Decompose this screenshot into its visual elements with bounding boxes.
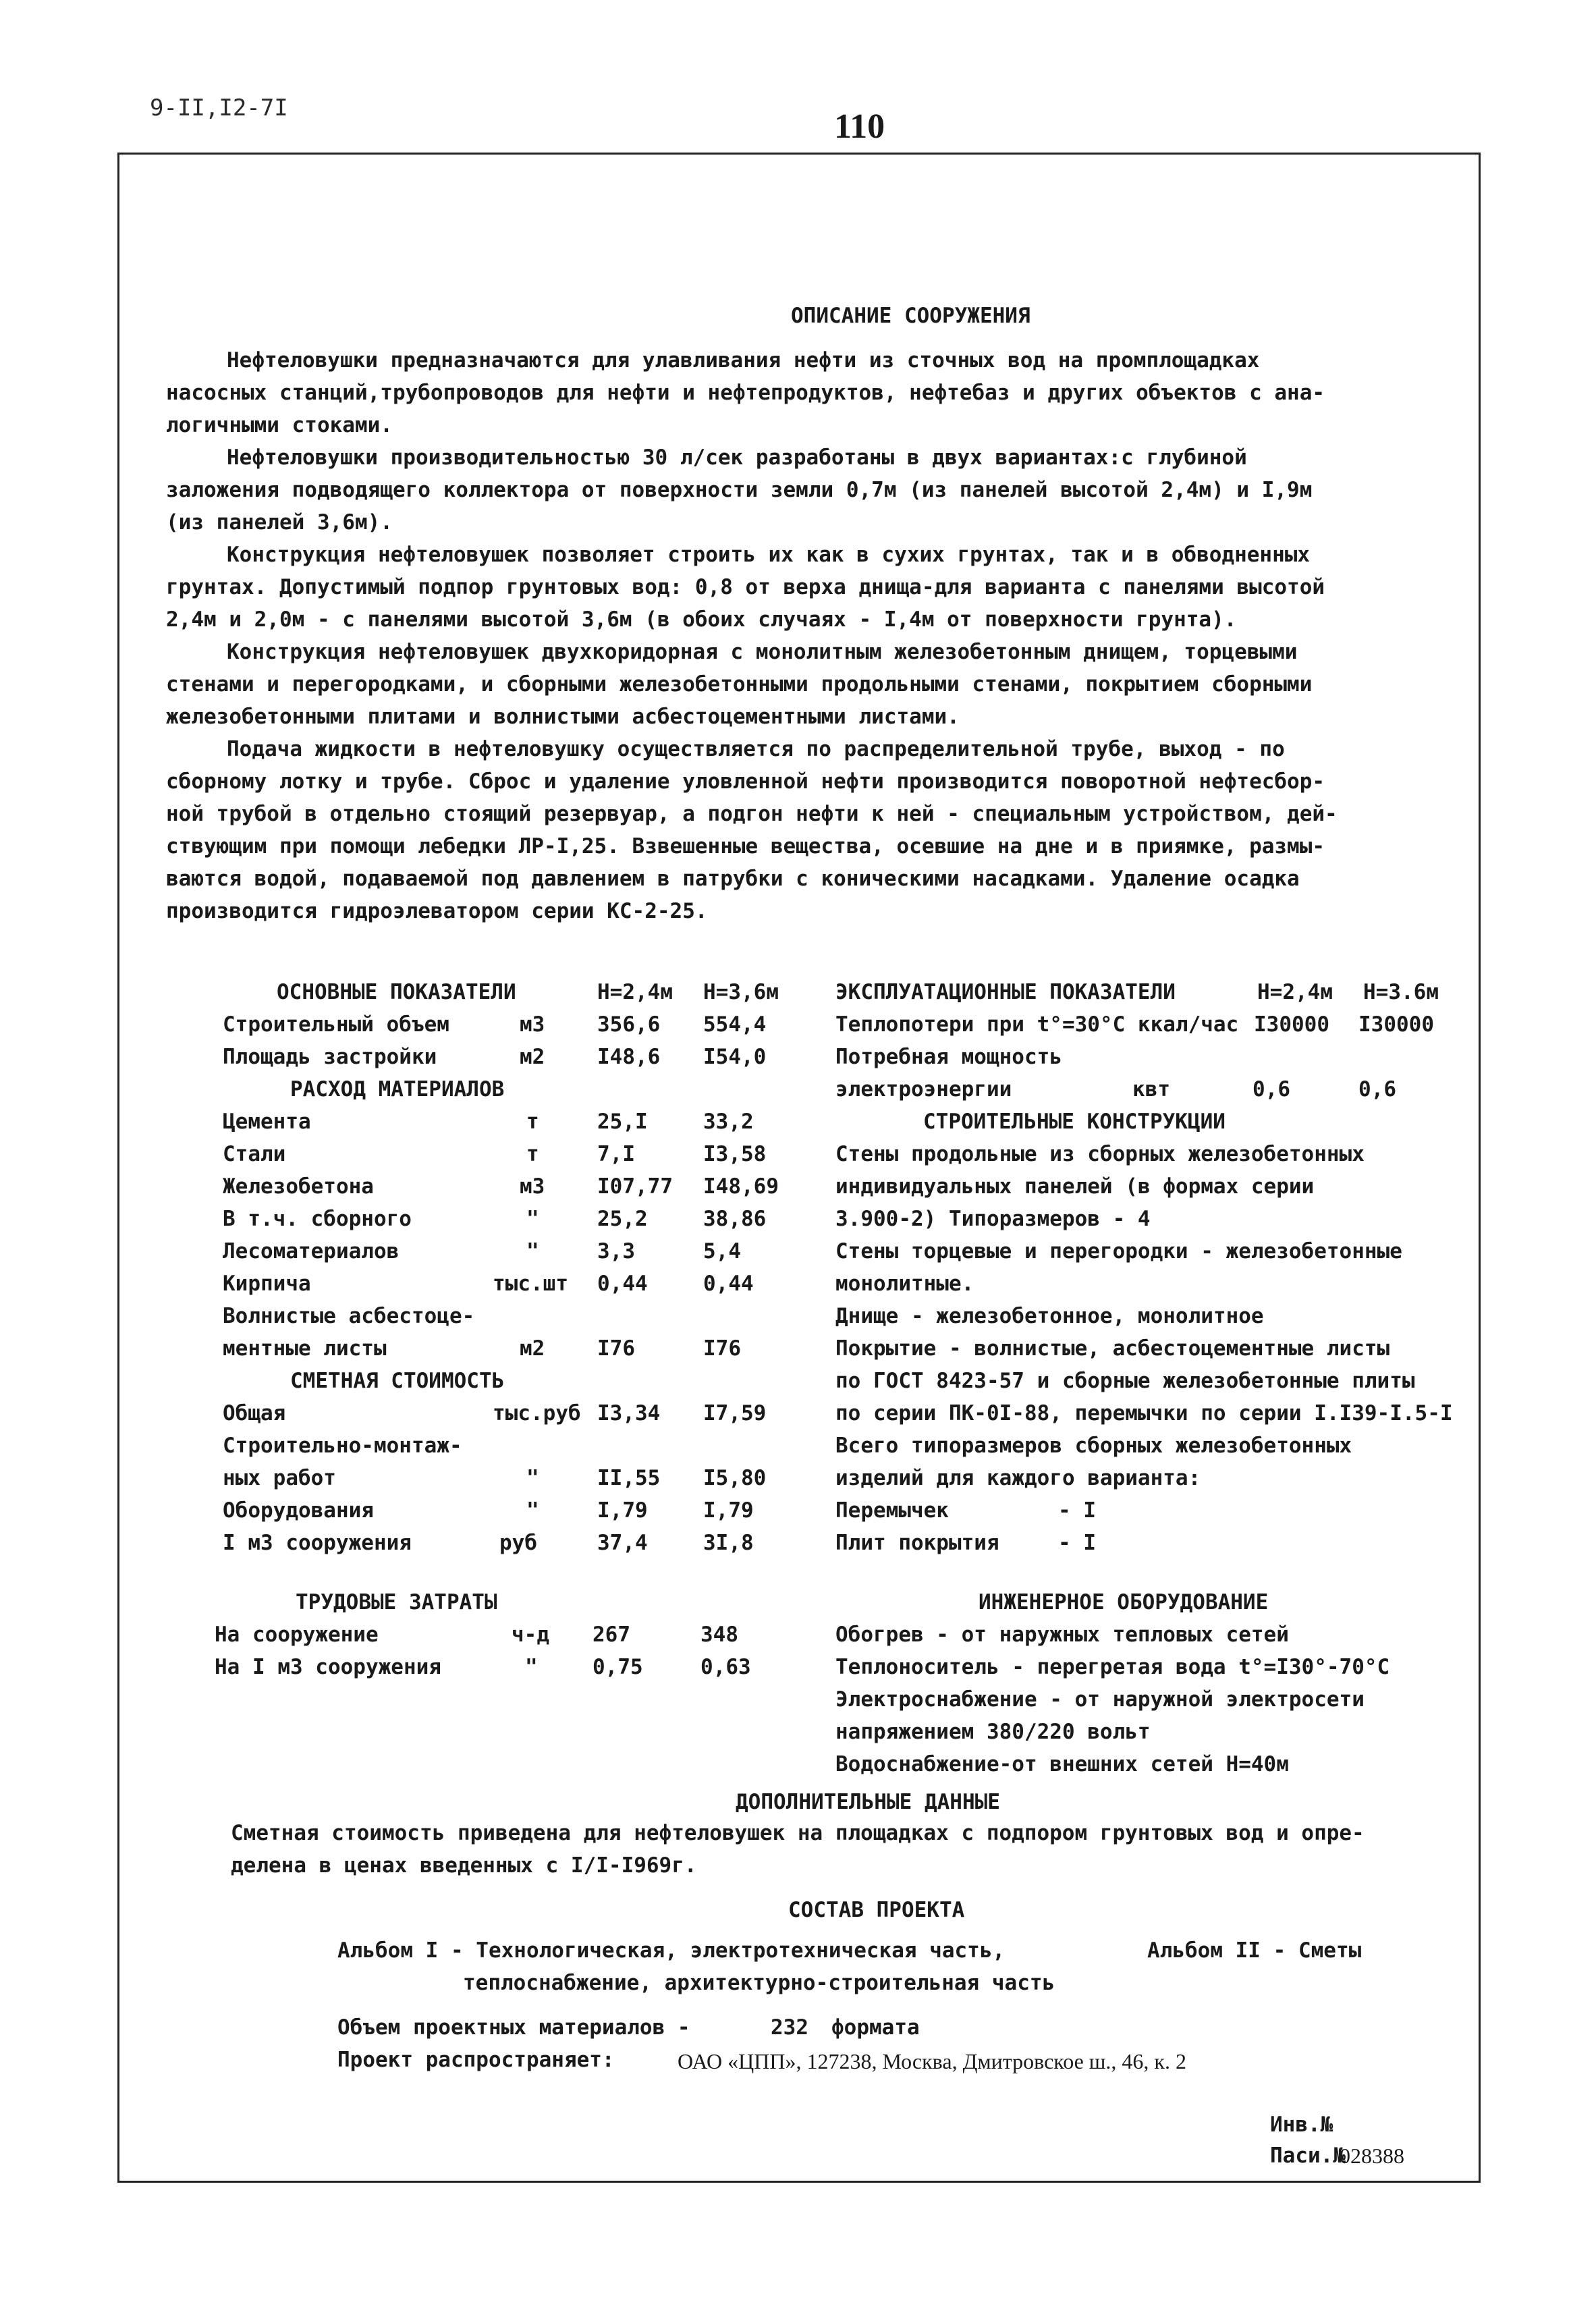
engineering-line: [835, 1623, 1463, 1655]
labor-table: [215, 1590, 808, 1687]
row-label: Стали: [223, 1142, 286, 1166]
materials-heading-row: [223, 1077, 817, 1110]
structure-text: Всего типоразмеров сборных железобетонных: [835, 1434, 1352, 1458]
row-value-h1: I,79: [597, 1498, 648, 1523]
row-label: На I м3 сооружения: [215, 1655, 441, 1679]
row-value-h1: 37,4: [597, 1531, 648, 1555]
passport-label: Паси.№: [1270, 2144, 1346, 2168]
structure-text: индивидуальных панелей (в формах серии: [835, 1174, 1315, 1199]
additional-title: ДОПОЛНИТЕЛЬНЫЕ ДАННЫЕ: [736, 1790, 1000, 1814]
structure-line: [835, 1401, 1463, 1434]
row-value-h2: I54,0: [703, 1045, 767, 1069]
row-value-h2: 554,4: [703, 1012, 767, 1037]
description-line: грунтах. Допустимый подпор грунтовых вод: 0,8 от верха днища-для варианта с панелями высотой: [166, 575, 1325, 599]
structure-line: [835, 1498, 1463, 1531]
row-unit: руб: [499, 1531, 537, 1555]
engineering-line: [835, 1687, 1463, 1720]
row-unit: ": [526, 1466, 539, 1490]
additional-text: [231, 1817, 1365, 1882]
row-value-h1: 267: [593, 1623, 630, 1647]
row-value-h1: 3,3: [597, 1239, 635, 1263]
heat-loss-value-h2: I30000: [1358, 1012, 1434, 1037]
row-value-h1: 25,2: [597, 1207, 648, 1231]
labor-title: ТРУДОВЫЕ ЗАТРАТЫ: [296, 1590, 497, 1614]
row-unit: м2: [520, 1045, 545, 1069]
engineering-line: [835, 1655, 1463, 1687]
description-line: насосных станций,трубопроводов для нефти и нефтепродуктов, нефтебаз и других объектов с ана-: [166, 381, 1325, 405]
row-value-h1: I76: [597, 1336, 635, 1361]
cost-heading-row: [223, 1369, 817, 1401]
table-row: [223, 1110, 817, 1142]
slabs-value: - I: [1058, 1531, 1096, 1555]
distributor-label: Проект распространяет:: [337, 2048, 615, 2072]
operational-title: ЭКСПЛУАТАЦИОННЫЕ ПОКАЗАТЕЛИ: [835, 980, 1176, 1004]
engineering-line: [835, 1752, 1463, 1785]
main-indicators-title: ОСНОВНЫЕ ПОКАЗАТЕЛИ: [277, 980, 516, 1004]
row-label: Кирпича: [223, 1272, 311, 1296]
structure-text: монолитные.: [835, 1272, 974, 1296]
row-value-h2: 0,63: [700, 1655, 751, 1679]
main-indicators-header: [223, 980, 817, 1012]
row-label: Общая: [223, 1401, 286, 1425]
volume-value: 232: [771, 2015, 808, 2040]
series-code: 9-II,I2-7I: [150, 94, 288, 121]
structure-line: [835, 1466, 1463, 1498]
power-label-cont: электроэнергии: [835, 1077, 1012, 1101]
structure-line: [835, 1207, 1463, 1239]
power-value-h1: 0,6: [1253, 1077, 1290, 1101]
row-value-h1: I07,77: [597, 1174, 673, 1199]
row-value-h1: 25,I: [597, 1110, 648, 1134]
col-header-h1: Н=2,4м: [1257, 980, 1333, 1004]
cost-title: СМЕТНАЯ СТОИМОСТЬ: [290, 1369, 505, 1393]
row-label: На сооружение: [215, 1623, 379, 1647]
table-row: [223, 1336, 817, 1369]
table-row: [223, 1174, 817, 1207]
structure-line: [835, 1304, 1463, 1336]
inventory-label: Инв.№: [1270, 2113, 1333, 2137]
additional-line: Сметная стоимость приведена для нефтеловушек на площадках с подпором грунтовых вод и опре-: [231, 1821, 1365, 1845]
description-line: 2,4м и 2,0м - с панелями высотой 3,6м (в обоих случаях - I,4м от поверхности грунта).: [166, 607, 1237, 632]
row-value-h2: 38,86: [703, 1207, 767, 1231]
table-row: [835, 1045, 1463, 1077]
structure-text: Покрытие - волнистые, асбестоцементные листы: [835, 1336, 1390, 1361]
row-unit: ": [526, 1498, 539, 1523]
row-value-h2: I7,59: [703, 1401, 767, 1425]
description-line: ной трубой в отдельно стоящий резервуар, а подгон нефти к ней - специальным устройством, дей-: [166, 802, 1338, 826]
engineering-line: [835, 1720, 1463, 1752]
table-row: [223, 1012, 817, 1045]
table-row: [223, 1239, 817, 1272]
table-row: [223, 1401, 817, 1434]
row-label: ных работ: [223, 1466, 336, 1490]
row-unit: м3: [520, 1174, 545, 1199]
row-value-h2: 33,2: [703, 1110, 754, 1134]
engineering-block: [835, 1590, 1463, 1785]
table-row: [215, 1655, 808, 1687]
description-line: сборному лотку и трубе. Сброс и удаление уловленной нефти производится поворотной нефтесбор-: [166, 769, 1325, 794]
engineering-text: Теплоноситель - перегретая вода t°=I30°-70°С: [835, 1655, 1390, 1679]
structure-text: Днище - железобетонное, монолитное: [835, 1304, 1264, 1328]
row-value-h1: 7,I: [597, 1142, 635, 1166]
structure-line: [835, 1531, 1463, 1563]
row-label: Цемента: [223, 1110, 311, 1134]
album-2: Альбом II - Сметы: [1147, 1938, 1362, 1963]
structure-line: [835, 1142, 1463, 1174]
structure-line: [835, 1174, 1463, 1207]
row-value-h1: 356,6: [597, 1012, 661, 1037]
table-row: [223, 1498, 817, 1531]
structure-line: [835, 1434, 1463, 1466]
row-unit: т: [526, 1110, 539, 1134]
power-unit: квт: [1132, 1077, 1170, 1101]
description-line: железобетонными плитами и волнистыми асбестоцементными листами.: [166, 705, 960, 729]
row-value-h2: I3,58: [703, 1142, 767, 1166]
heat-loss-label: Теплопотери при t°=30°С ккал/час: [835, 1012, 1239, 1037]
heat-loss-value-h1: I30000: [1254, 1012, 1329, 1037]
power-value-h2: 0,6: [1358, 1077, 1396, 1101]
description-line: заложения подводящего коллектора от поверхности земли 0,7м (из панелей высотой 2,4м) и I,9м: [166, 478, 1313, 502]
table-row: [223, 1531, 817, 1563]
slabs-label: Плит покрытия: [835, 1531, 999, 1555]
additional-line: делена в ценах введенных с I/I-I969г.: [231, 1853, 697, 1878]
description-title: ОПИСАНИЕ СООРУЖЕНИЯ: [791, 304, 1030, 328]
structure-text: по серии ПК-0I-88, перемычки по серии I.I39-I.5-I: [835, 1401, 1453, 1425]
row-value-h2: 0,44: [703, 1272, 754, 1296]
description-text: [166, 344, 1338, 927]
table-row: [215, 1623, 808, 1655]
row-unit: м2: [520, 1336, 545, 1361]
operational-header: [835, 980, 1463, 1012]
row-value-h2: I,79: [703, 1498, 754, 1523]
structures-title: СТРОИТЕЛЬНЫЕ КОНСТРУКЦИИ: [923, 1110, 1226, 1134]
description-line: логичными стоками.: [166, 413, 393, 437]
description-line: Конструкция нефтеловушек позволяет строить их как в сухих грунтах, так и в обводненных: [227, 543, 1311, 567]
table-row: [223, 1304, 817, 1336]
table-row: [223, 1207, 817, 1239]
row-label: Лесоматериалов: [223, 1239, 400, 1263]
row-label: Площадь застройки: [223, 1045, 437, 1069]
row-label: Железобетона: [223, 1174, 374, 1199]
structure-text: 3.900-2) Типоразмеров - 4: [835, 1207, 1151, 1231]
row-unit: тыс.шт: [493, 1272, 568, 1296]
col-header-h1: Н=2,4м: [597, 980, 673, 1004]
row-unit: ": [525, 1655, 538, 1679]
volume-unit: формата: [831, 2015, 920, 2040]
distributor-value: ОАО «ЦПП», 127238, Москва, Дмитровское ш., 46, к. 2: [678, 2049, 1186, 2073]
description-line: ствующим при помощи лебедки ЛР-I,25. Взвешенные вещества, осевшие на дне и в приямке, размы-: [166, 834, 1325, 859]
description-line: ваются водой, подаваемой под давлением в патрубки с коническими насадками. Удаление осадка: [166, 867, 1300, 891]
power-label: Потребная мощность: [835, 1045, 1062, 1069]
row-label: ментные листы: [223, 1336, 387, 1361]
engineering-text: Обогрев - от наружных тепловых сетей: [835, 1623, 1289, 1647]
structure-line: [835, 1369, 1463, 1401]
structure-text: Стены торцевые и перегородки - железобетонные: [835, 1239, 1402, 1263]
engineering-title: ИНЖЕНЕРНОЕ ОБОРУДОВАНИЕ: [979, 1590, 1269, 1614]
structures-heading-row: [835, 1110, 1463, 1142]
row-value-h2: I76: [703, 1336, 741, 1361]
row-label: Волнистые асбестоце-: [223, 1304, 475, 1328]
table-row: [223, 1045, 817, 1077]
row-label: Строительный объем: [223, 1012, 449, 1037]
engineering-text: Электроснабжение - от наружной электросети: [835, 1687, 1365, 1712]
row-unit: тыс.руб: [493, 1401, 581, 1425]
table-row: [223, 1434, 817, 1466]
description-line: Нефтеловушки производительностью 30 л/сек разработаны в двух вариантах:с глубиной: [227, 445, 1247, 470]
passport-number: 028388: [1340, 2144, 1404, 2168]
table-row: [223, 1466, 817, 1498]
row-value-h1: II,55: [597, 1466, 661, 1490]
table-row: [223, 1272, 817, 1304]
structure-text: изделий для каждого варианта:: [835, 1466, 1201, 1490]
description-line: Подача жидкости в нефтеловушку осуществляется по распределительной трубе, выход - по: [227, 737, 1285, 761]
main-indicators-table: [223, 980, 817, 1563]
lintels-value: - I: [1058, 1498, 1096, 1523]
structure-line: [835, 1272, 1463, 1304]
col-header-h2: Н=3.6м: [1363, 980, 1439, 1004]
engineering-heading-row: [835, 1590, 1463, 1623]
engineering-text: Водоснабжение-от внешних сетей Н=40м: [835, 1752, 1289, 1776]
row-label: Оборудования: [223, 1498, 374, 1523]
row-value-h2: 5,4: [703, 1239, 741, 1263]
labor-heading-row: [215, 1590, 808, 1623]
row-unit: ": [526, 1207, 539, 1231]
row-value-h2: I5,80: [703, 1466, 767, 1490]
description-line: Нефтеловушки предназначаются для улавливания нефти из сточных вод на промплощадках: [227, 348, 1260, 373]
lintels-label: Перемычек: [835, 1498, 949, 1523]
description-line: (из панелей 3,6м).: [166, 510, 393, 535]
row-value-h1: 0,44: [597, 1272, 648, 1296]
row-unit: ": [526, 1239, 539, 1263]
volume-label: Объем проектных материалов -: [337, 2015, 690, 2040]
row-value-h2: I48,69: [703, 1174, 779, 1199]
page-number: 110: [834, 107, 885, 146]
table-row: [835, 1012, 1463, 1045]
operational-table: [835, 980, 1463, 1563]
engineering-text: напряжением 380/220 вольт: [835, 1720, 1151, 1744]
album-1-line-1: Альбом I - Технологическая, электротехническая часть,: [337, 1938, 1006, 1963]
row-value-h1: 0,75: [593, 1655, 643, 1679]
description-line: стенами и перегородками, и сборными железобетонными продольными стенами, покрытием сборными: [166, 672, 1313, 697]
row-unit: ч-д: [512, 1623, 549, 1647]
row-value-h2: 3I,8: [703, 1531, 754, 1555]
row-unit: т: [526, 1142, 539, 1166]
project-title: СОСТАВ ПРОЕКТА: [788, 1898, 965, 1922]
structure-text: Стены продольные из сборных железобетонных: [835, 1142, 1365, 1166]
description-line: Конструкция нефтеловушек двухкоридорная с монолитным железобетонным днищем, торцевыми: [227, 640, 1298, 664]
album-1-line-2: теплоснабжение, архитектурно-строительная часть: [463, 1971, 1055, 1995]
row-value-h1: I48,6: [597, 1045, 661, 1069]
col-header-h2: Н=3,6м: [703, 980, 779, 1004]
row-label: Строительно-монтаж-: [223, 1434, 462, 1458]
structure-text: по ГОСТ 8423-57 и сборные железобетонные плиты: [835, 1369, 1415, 1393]
table-row: [223, 1142, 817, 1174]
table-row: [835, 1077, 1463, 1110]
materials-title: РАСХОД МАТЕРИАЛОВ: [290, 1077, 505, 1101]
row-unit: м3: [520, 1012, 545, 1037]
description-line: производится гидроэлеватором серии КС-2-25.: [166, 899, 708, 923]
structure-line: [835, 1336, 1463, 1369]
row-label: В т.ч. сборного: [223, 1207, 412, 1231]
row-value-h2: 348: [700, 1623, 738, 1647]
row-label: I м3 сооружения: [223, 1531, 412, 1555]
structure-line: [835, 1239, 1463, 1272]
row-value-h1: I3,34: [597, 1401, 661, 1425]
